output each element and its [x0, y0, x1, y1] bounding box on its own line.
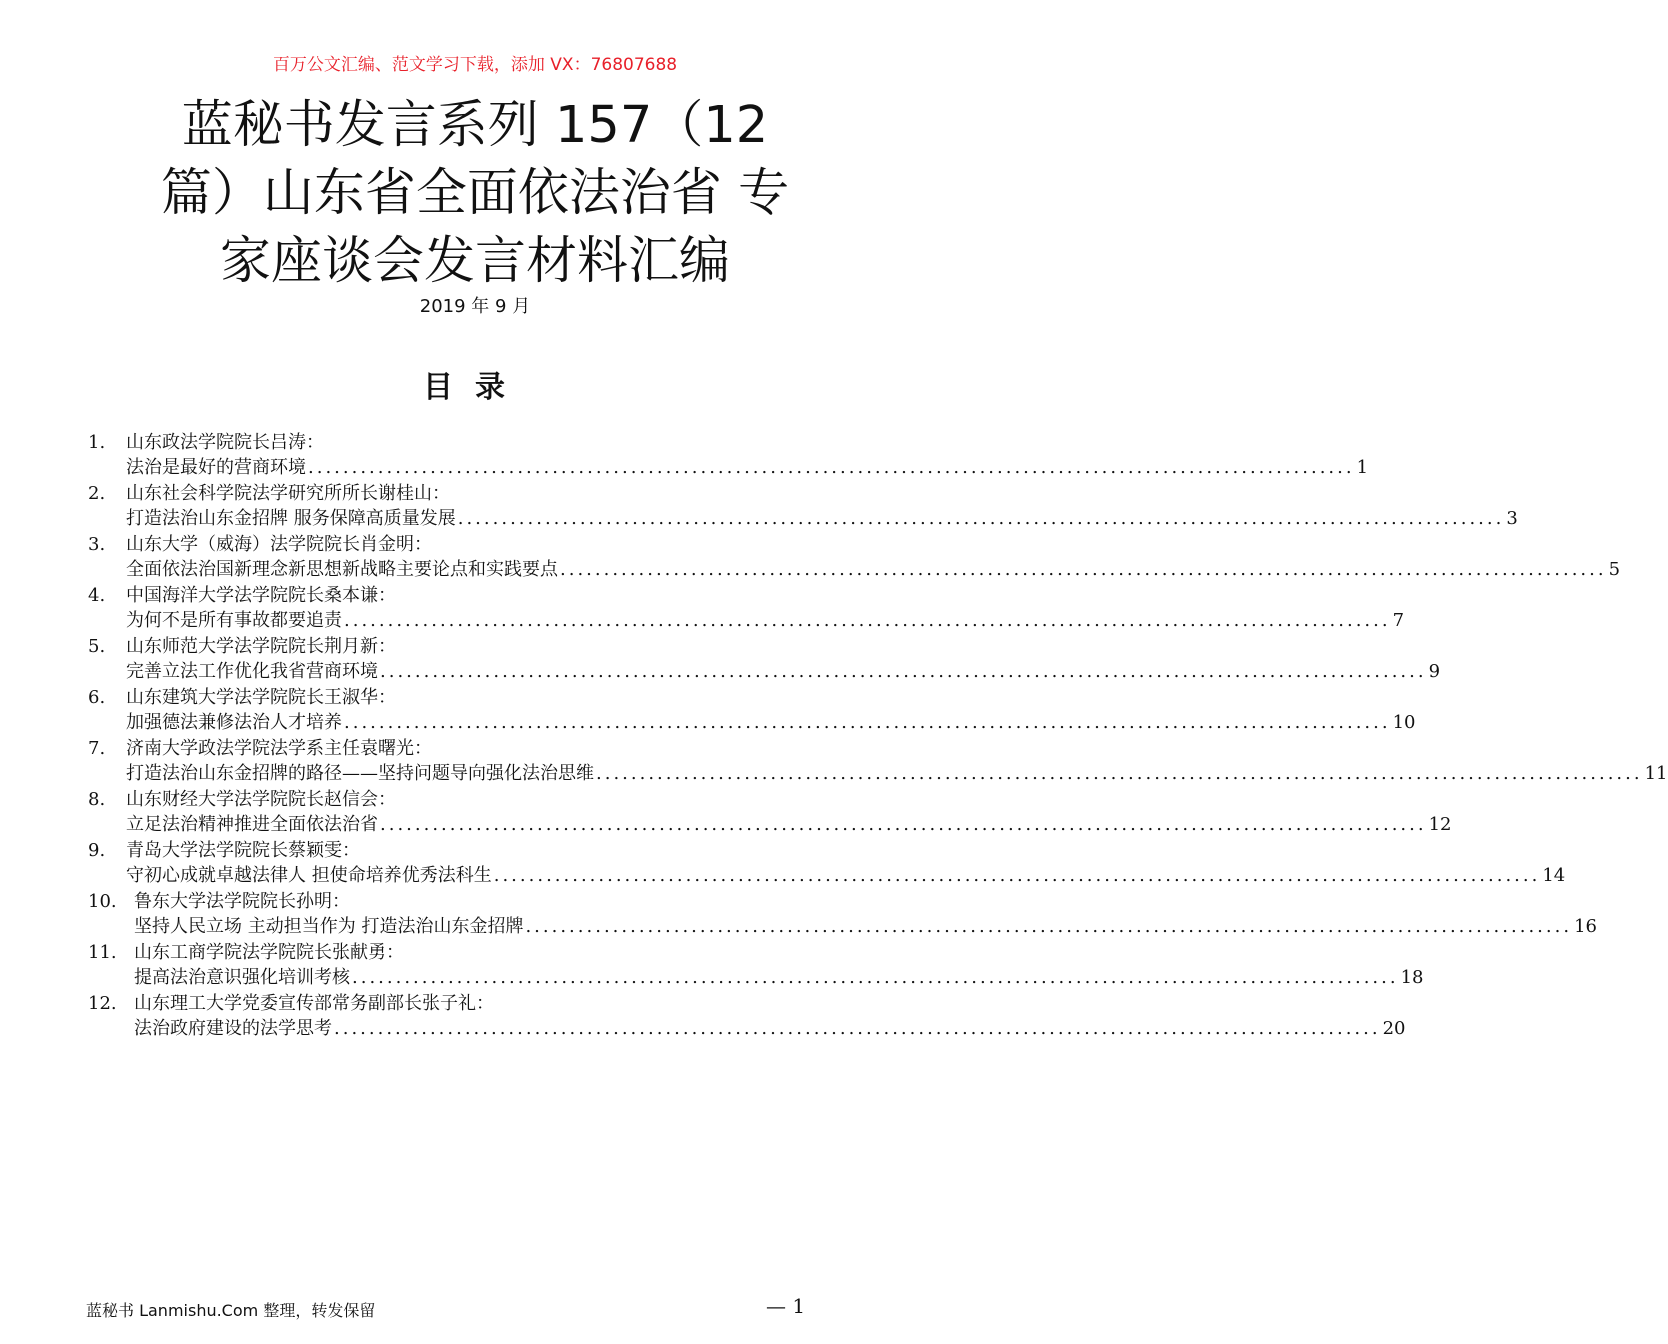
toc-title-line [88, 914, 1597, 940]
toc-title: 守初心成就卓越法律人 担使命培养优秀法科生 [126, 865, 492, 886]
toc-page-number: 16 [1574, 916, 1597, 937]
toc-leader-dots: ........................................................................................................................ [493, 865, 1541, 886]
toc-speaker-line [88, 991, 860, 1016]
toc-entry[interactable] [88, 940, 1424, 991]
toc-number: 3. [88, 534, 106, 555]
toc-title: 法治政府建设的法学思考 [134, 1018, 332, 1039]
toc-heading: 目录 [423, 370, 527, 405]
toc-leader-dots: ........................................................................................................................ [308, 457, 1355, 478]
toc-title-line [88, 1016, 1406, 1042]
toc-title-line [88, 965, 1424, 991]
toc-speaker-line [88, 583, 860, 608]
toc-title: 打造法治山东金招牌 服务保障高质量发展 [126, 508, 456, 529]
toc-speaker-line [88, 787, 860, 812]
toc-speaker-line [88, 634, 860, 659]
toc-page-number: 14 [1542, 865, 1566, 886]
toc-speaker-line [88, 430, 860, 455]
toc-entry[interactable] [88, 685, 1416, 736]
toc-number: 10. [88, 891, 117, 912]
toc-number: 8. [88, 789, 106, 810]
toc-speaker-line [88, 532, 860, 557]
toc-leader-dots: ........................................................................................................................ [352, 967, 1399, 988]
toc-entry[interactable] [88, 787, 1452, 838]
toc-speaker: 鲁东大学法学院院长孙明： [134, 891, 350, 912]
toc-page-number: 1 [1356, 457, 1369, 478]
toc-number: 9. [88, 840, 106, 861]
toc-number: 1. [88, 432, 106, 453]
toc-title-line [88, 659, 1441, 685]
toc-speaker: 山东理工大学党委宣传部常务副部长张子礼： [134, 993, 494, 1014]
toc-speaker-line [88, 685, 860, 710]
toc-speaker-line [88, 940, 860, 965]
document-date: 2019 年 9 月 [419, 296, 531, 317]
title-line-2: 篇）山东省全面依法治省 专 [160, 164, 790, 223]
toc-number: 11. [88, 942, 117, 963]
toc-entry[interactable] [88, 889, 1597, 940]
toc-leader-dots: ........................................................................................................................ [525, 916, 1573, 937]
toc-title: 法治是最好的营商环境 [126, 457, 306, 478]
toc-page-number: 10 [1392, 712, 1416, 733]
toc-speaker-line [88, 838, 860, 863]
toc-page-number: 7 [1392, 610, 1405, 631]
toc-entry[interactable] [88, 838, 1566, 889]
toc-number: 12. [88, 993, 117, 1014]
toc-number: 7. [88, 738, 106, 759]
toc-title-line [88, 455, 1369, 481]
toc-title: 打造法治山东金招牌的路径——坚持问题导向强化法治思维 [126, 763, 594, 784]
toc-speaker: 青岛大学法学院院长蔡颖雯： [126, 840, 360, 861]
toc-entry[interactable] [88, 430, 1369, 481]
toc-leader-dots: ........................................................................................................................ [380, 661, 1427, 682]
toc-speaker: 山东政法学院院长吕涛： [126, 432, 324, 453]
document-title [70, 92, 880, 296]
toc-number: 6. [88, 687, 106, 708]
toc-speaker: 济南大学政法学院法学系主任袁曙光： [126, 738, 432, 759]
toc-speaker-line [88, 481, 860, 506]
toc-speaker: 山东社会科学院法学研究所所长谢桂山： [126, 483, 450, 504]
toc-entry[interactable] [88, 736, 1668, 787]
footer-credit: 蓝秘书 Lanmishu.Com 整理，转发保留 [86, 1301, 376, 1320]
toc-page-number: 12 [1428, 814, 1452, 835]
toc-title: 全面依法治国新理念新思想新战略主要论点和实践要点 [126, 559, 558, 580]
toc-leader-dots: ........................................................................................................................ [560, 559, 1607, 580]
toc-title-line [88, 863, 1566, 889]
toc-number: 5. [88, 636, 106, 657]
toc-leader-dots: ........................................................................................................................ [334, 1018, 1381, 1039]
toc-title-line [88, 761, 1668, 787]
toc-speaker: 中国海洋大学法学院院长桑本谦： [126, 585, 396, 606]
toc-title-line [88, 506, 1518, 532]
toc-speaker: 山东建筑大学法学院院长王淑华： [126, 687, 396, 708]
toc-title: 坚持人民立场 主动担当作为 打造法治山东金招牌 [134, 916, 524, 937]
toc-speaker: 山东财经大学法学院院长赵信会： [126, 789, 396, 810]
toc-entry[interactable] [88, 634, 1441, 685]
table-of-contents [88, 430, 1668, 1042]
toc-leader-dots: ........................................................................................................................ [380, 814, 1427, 835]
toc-page-number: 9 [1428, 661, 1441, 682]
toc-title: 完善立法工作优化我省营商环境 [126, 661, 378, 682]
toc-speaker: 山东工商学院法学院院长张献勇： [134, 942, 404, 963]
toc-leader-dots: ........................................................................................................................ [457, 508, 1505, 529]
title-line-1: 蓝秘书发言系列 157（12 [181, 96, 769, 155]
toc-number: 2. [88, 483, 106, 504]
toc-title-line [88, 812, 1452, 838]
toc-page-number: 5 [1608, 559, 1621, 580]
toc-title-line [88, 608, 1405, 634]
toc-entry[interactable] [88, 481, 1518, 532]
toc-speaker-line [88, 889, 860, 914]
toc-title-line [88, 557, 1621, 583]
toc-title-line [88, 710, 1416, 736]
toc-entry[interactable] [88, 991, 1406, 1042]
header-banner: 百万公文汇编、范文学习下载，添加 VX：76807688 [272, 55, 678, 75]
toc-speaker: 山东师范大学法学院院长荆月新： [126, 636, 396, 657]
title-line-3: 家座谈会发言材料汇编 [219, 232, 730, 291]
toc-entry[interactable] [88, 532, 1621, 583]
toc-page-number: 11 [1644, 763, 1668, 784]
page-number: — 1 [766, 1294, 806, 1318]
toc-page-number: 3 [1506, 508, 1518, 529]
toc-leader-dots: ........................................................................................................................ [344, 712, 1391, 733]
toc-speaker: 山东大学（威海）法学院院长肖金明： [126, 534, 432, 555]
toc-number: 4. [88, 585, 106, 606]
toc-title: 为何不是所有事故都要追责 [126, 610, 342, 631]
toc-leader-dots: ........................................................................................................................ [596, 763, 1643, 784]
toc-page-number: 18 [1400, 967, 1424, 988]
toc-title: 加强德法兼修法治人才培养 [126, 712, 342, 733]
toc-entry[interactable] [88, 583, 1405, 634]
toc-title: 提高法治意识强化培训考核 [134, 967, 350, 988]
toc-speaker-line [88, 736, 860, 761]
toc-leader-dots: ........................................................................................................................ [344, 610, 1391, 631]
toc-title: 立足法治精神推进全面依法治省 [126, 814, 378, 835]
toc-page-number: 20 [1382, 1018, 1406, 1039]
